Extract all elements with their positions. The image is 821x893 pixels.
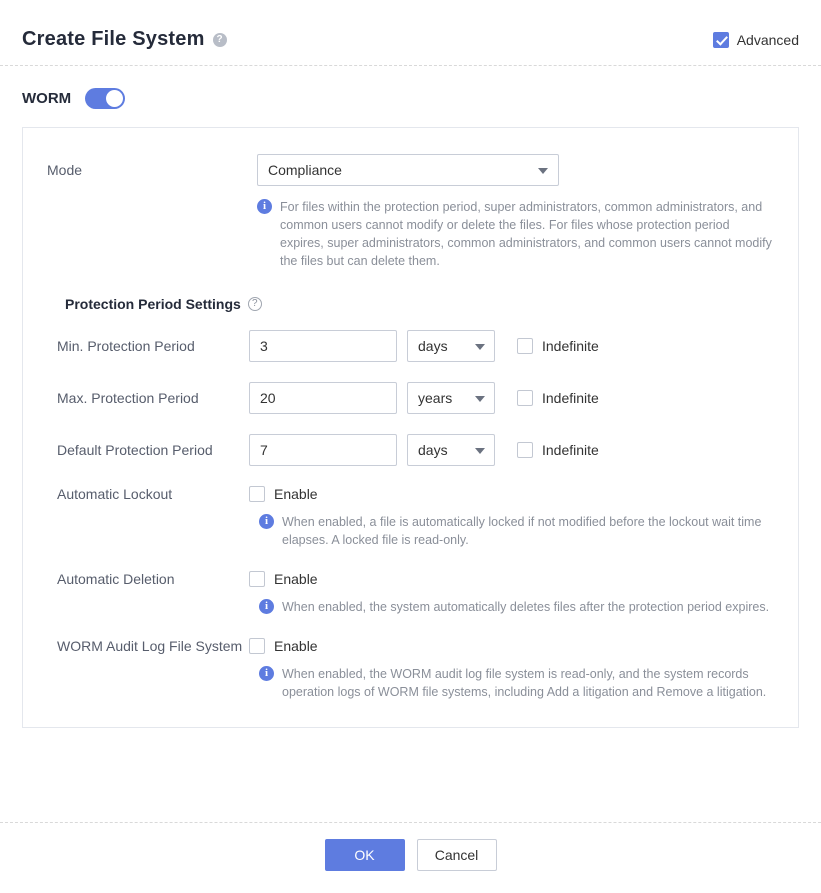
chevron-down-icon bbox=[475, 396, 485, 402]
max-protection-indefinite-group[interactable] bbox=[517, 390, 599, 406]
min-protection-period-input[interactable] bbox=[249, 330, 397, 362]
protection-period-help-icon[interactable]: ? bbox=[248, 297, 262, 311]
worm-audit-log-row bbox=[47, 638, 774, 654]
worm-label: WORM bbox=[22, 90, 72, 107]
default-protection-indefinite-label: Indefinite bbox=[542, 442, 599, 458]
max-protection-indefinite-checkbox[interactable] bbox=[517, 390, 533, 406]
default-protection-indefinite-checkbox[interactable] bbox=[517, 442, 533, 458]
default-protection-period-label: Default Protection Period bbox=[57, 442, 213, 458]
max-protection-period-unit-select[interactable] bbox=[407, 382, 495, 414]
max-protection-indefinite-label: Indefinite bbox=[542, 390, 599, 406]
default-protection-period-unit-value: days bbox=[418, 442, 448, 458]
default-protection-indefinite-group[interactable] bbox=[517, 442, 599, 458]
automatic-lockout-block bbox=[47, 486, 774, 549]
worm-audit-log-block bbox=[47, 638, 774, 701]
info-icon: i bbox=[259, 514, 274, 529]
dialog-header bbox=[0, 0, 821, 66]
automatic-lockout-enable-group[interactable] bbox=[249, 486, 318, 502]
mode-row bbox=[47, 154, 774, 270]
automatic-lockout-row bbox=[47, 486, 774, 502]
automatic-deletion-row bbox=[47, 571, 774, 587]
help-icon[interactable]: ? bbox=[213, 33, 227, 47]
mode-label: Mode bbox=[47, 162, 83, 178]
min-protection-indefinite-label: Indefinite bbox=[542, 338, 599, 354]
info-icon: i bbox=[259, 599, 274, 614]
automatic-lockout-note-text: When enabled, a file is automatically locked if not modified before the lockout wait time elapses. A locked file is read-only. bbox=[282, 515, 762, 547]
mode-select[interactable] bbox=[257, 154, 559, 186]
cancel-button[interactable]: Cancel bbox=[417, 839, 497, 871]
worm-audit-log-checkbox[interactable] bbox=[249, 638, 265, 654]
automatic-lockout-label: Automatic Lockout bbox=[57, 486, 173, 502]
mode-note bbox=[257, 198, 774, 270]
dialog-footer bbox=[0, 822, 821, 893]
chevron-down-icon bbox=[475, 344, 485, 350]
min-protection-period-unit-value: days bbox=[418, 338, 448, 354]
worm-section-header bbox=[0, 66, 821, 127]
advanced-label: Advanced bbox=[736, 31, 799, 48]
min-protection-indefinite-group[interactable] bbox=[517, 338, 599, 354]
worm-audit-log-note bbox=[259, 665, 774, 701]
worm-audit-log-label: WORM Audit Log File System bbox=[57, 638, 243, 654]
automatic-deletion-label: Automatic Deletion bbox=[57, 571, 175, 587]
info-icon: i bbox=[257, 199, 272, 214]
title-group bbox=[22, 28, 227, 51]
worm-audit-log-note-text: When enabled, the WORM audit log file system is read-only, and the system records operation logs of WORM file systems, including Add a litigation and Remove a litigation. bbox=[282, 667, 767, 699]
worm-toggle-switch[interactable] bbox=[85, 88, 125, 109]
chevron-down-icon bbox=[475, 448, 485, 454]
automatic-deletion-enable-label: Enable bbox=[274, 571, 318, 587]
mode-note-text: For files within the protection period, super administrators, common administrators, and common users cannot modify or delete the files. For files whose protection period expires, super administrators, common administrators, and common users cannot modify the files but can delete them. bbox=[280, 200, 772, 268]
default-protection-period-row bbox=[47, 434, 774, 466]
info-icon: i bbox=[259, 666, 274, 681]
mode-field-area bbox=[257, 154, 774, 270]
max-protection-period-row bbox=[47, 382, 774, 414]
automatic-deletion-note bbox=[259, 598, 774, 616]
worm-settings-panel bbox=[22, 127, 799, 728]
min-protection-period-row bbox=[47, 330, 774, 362]
min-protection-period-label: Min. Protection Period bbox=[57, 338, 195, 354]
min-protection-indefinite-checkbox[interactable] bbox=[517, 338, 533, 354]
automatic-lockout-checkbox[interactable] bbox=[249, 486, 265, 502]
worm-audit-log-enable-group[interactable] bbox=[249, 638, 318, 654]
automatic-lockout-note bbox=[259, 513, 774, 549]
worm-audit-log-enable-label: Enable bbox=[274, 638, 318, 654]
protection-period-title: Protection Period Settings bbox=[65, 296, 241, 312]
min-protection-period-unit-select[interactable] bbox=[407, 330, 495, 362]
protection-period-section-heading bbox=[65, 296, 774, 312]
automatic-deletion-block bbox=[47, 571, 774, 616]
ok-button[interactable]: OK bbox=[325, 839, 405, 871]
advanced-checkbox[interactable] bbox=[713, 32, 729, 48]
max-protection-period-unit-value: years bbox=[418, 390, 453, 406]
chevron-down-icon bbox=[538, 168, 548, 174]
default-protection-period-input[interactable] bbox=[249, 434, 397, 466]
automatic-lockout-enable-label: Enable bbox=[274, 486, 318, 502]
automatic-deletion-enable-group[interactable] bbox=[249, 571, 318, 587]
max-protection-period-input[interactable] bbox=[249, 382, 397, 414]
max-protection-period-label: Max. Protection Period bbox=[57, 390, 199, 406]
mode-select-value: Compliance bbox=[268, 162, 342, 178]
page-title: Create File System bbox=[22, 28, 205, 50]
automatic-deletion-checkbox[interactable] bbox=[249, 571, 265, 587]
automatic-deletion-note-text: When enabled, the system automatically deletes files after the protection period expires. bbox=[282, 600, 770, 614]
worm-toggle-knob bbox=[106, 90, 123, 107]
default-protection-period-unit-select[interactable] bbox=[407, 434, 495, 466]
advanced-toggle-group[interactable] bbox=[713, 32, 799, 48]
